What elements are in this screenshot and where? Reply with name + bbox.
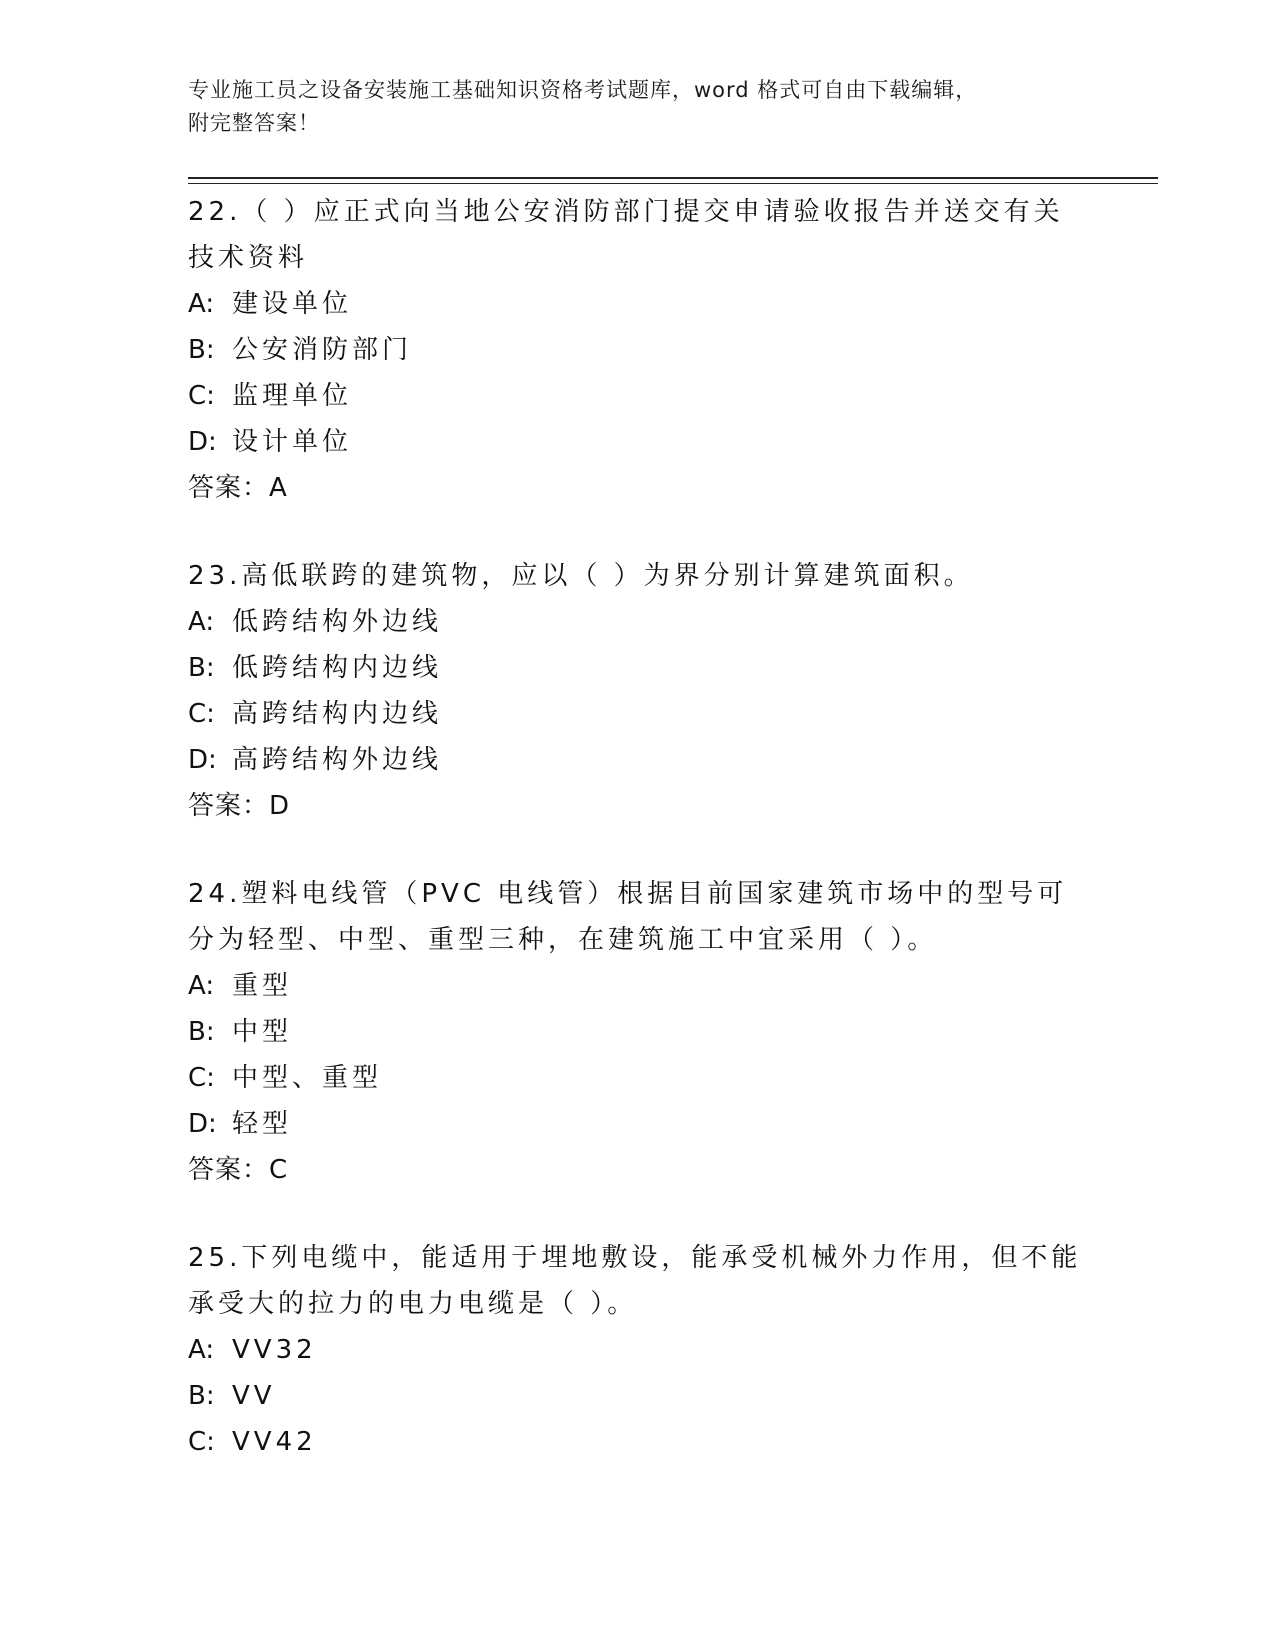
answer-line: 答案：D xyxy=(188,791,291,821)
option-a xyxy=(188,1327,1088,1373)
option-letter: A: xyxy=(188,971,215,1001)
option-d xyxy=(188,737,1088,783)
option-letter: D: xyxy=(188,427,217,457)
option-letter: C: xyxy=(188,1063,215,1093)
option-text: 设计单位 xyxy=(232,427,353,457)
option-text: 低跨结构外边线 xyxy=(232,607,443,637)
header-divider-thin xyxy=(188,183,1158,184)
option-letter: D: xyxy=(188,745,217,775)
header-divider-thick xyxy=(188,177,1158,179)
option-d xyxy=(188,1101,1088,1147)
option-letter: A: xyxy=(188,1335,215,1365)
option-d xyxy=(188,419,1088,465)
question-list xyxy=(188,189,1088,1507)
option-letter: C: xyxy=(188,1427,215,1457)
option-text: VV xyxy=(232,1381,276,1411)
option-text: 中型、重型 xyxy=(232,1063,383,1093)
option-text: 轻型 xyxy=(232,1109,293,1139)
option-text: 中型 xyxy=(232,1017,293,1047)
option-b xyxy=(188,645,1088,691)
option-text: VV32 xyxy=(232,1335,317,1365)
question-23 xyxy=(188,553,1088,829)
option-letter: A: xyxy=(188,289,215,319)
option-text: 监理单位 xyxy=(232,381,353,411)
option-text: 低跨结构内边线 xyxy=(232,653,443,683)
option-c xyxy=(188,373,1088,419)
question-text: 23.高低联跨的建筑物，应以（ ）为界分别计算建筑面积。 xyxy=(188,561,974,591)
header-line-1: 专业施工员之设备安装施工基础知识资格考试题库，word 格式可自由下载编辑， xyxy=(188,78,978,102)
question-24 xyxy=(188,871,1088,1193)
question-text: 25.下列电缆中，能适用于埋地敷设，能承受机械外力作用，但不能承受大的拉力的电力电缆是（ ）。 xyxy=(188,1243,1082,1319)
option-b xyxy=(188,327,1088,373)
option-c xyxy=(188,1419,1088,1465)
question-text: 24.塑料电线管（PVC 电线管）根据目前国家建筑市场中的型号可分为轻型、中型、重型三种，在建筑施工中宜采用（ ）。 xyxy=(188,879,1068,955)
question-22 xyxy=(188,189,1088,511)
option-letter: C: xyxy=(188,381,215,411)
option-text: 公安消防部门 xyxy=(232,335,413,365)
option-a xyxy=(188,281,1088,327)
option-b xyxy=(188,1373,1088,1419)
option-c xyxy=(188,1055,1088,1101)
option-text: 高跨结构内边线 xyxy=(232,699,443,729)
answer-line: 答案：A xyxy=(188,473,288,503)
question-text: 22.（ ）应正式向当地公安消防部门提交申请验收报告并送交有关技术资料 xyxy=(188,197,1064,273)
option-a xyxy=(188,599,1088,645)
document-header xyxy=(188,74,1068,140)
option-letter: D: xyxy=(188,1109,217,1139)
option-a xyxy=(188,963,1088,1009)
answer-line: 答案：C xyxy=(188,1155,289,1185)
option-letter: B: xyxy=(188,1381,215,1411)
option-c xyxy=(188,691,1088,737)
option-text: 高跨结构外边线 xyxy=(232,745,443,775)
option-letter: B: xyxy=(188,653,215,683)
option-text: VV42 xyxy=(232,1427,317,1457)
option-text: 重型 xyxy=(232,971,293,1001)
header-line-2: 附完整答案！ xyxy=(188,111,320,135)
option-letter: B: xyxy=(188,335,215,365)
option-letter: C: xyxy=(188,699,215,729)
option-letter: A: xyxy=(188,607,215,637)
question-25 xyxy=(188,1235,1088,1465)
option-letter: B: xyxy=(188,1017,215,1047)
option-b xyxy=(188,1009,1088,1055)
option-text: 建设单位 xyxy=(232,289,353,319)
